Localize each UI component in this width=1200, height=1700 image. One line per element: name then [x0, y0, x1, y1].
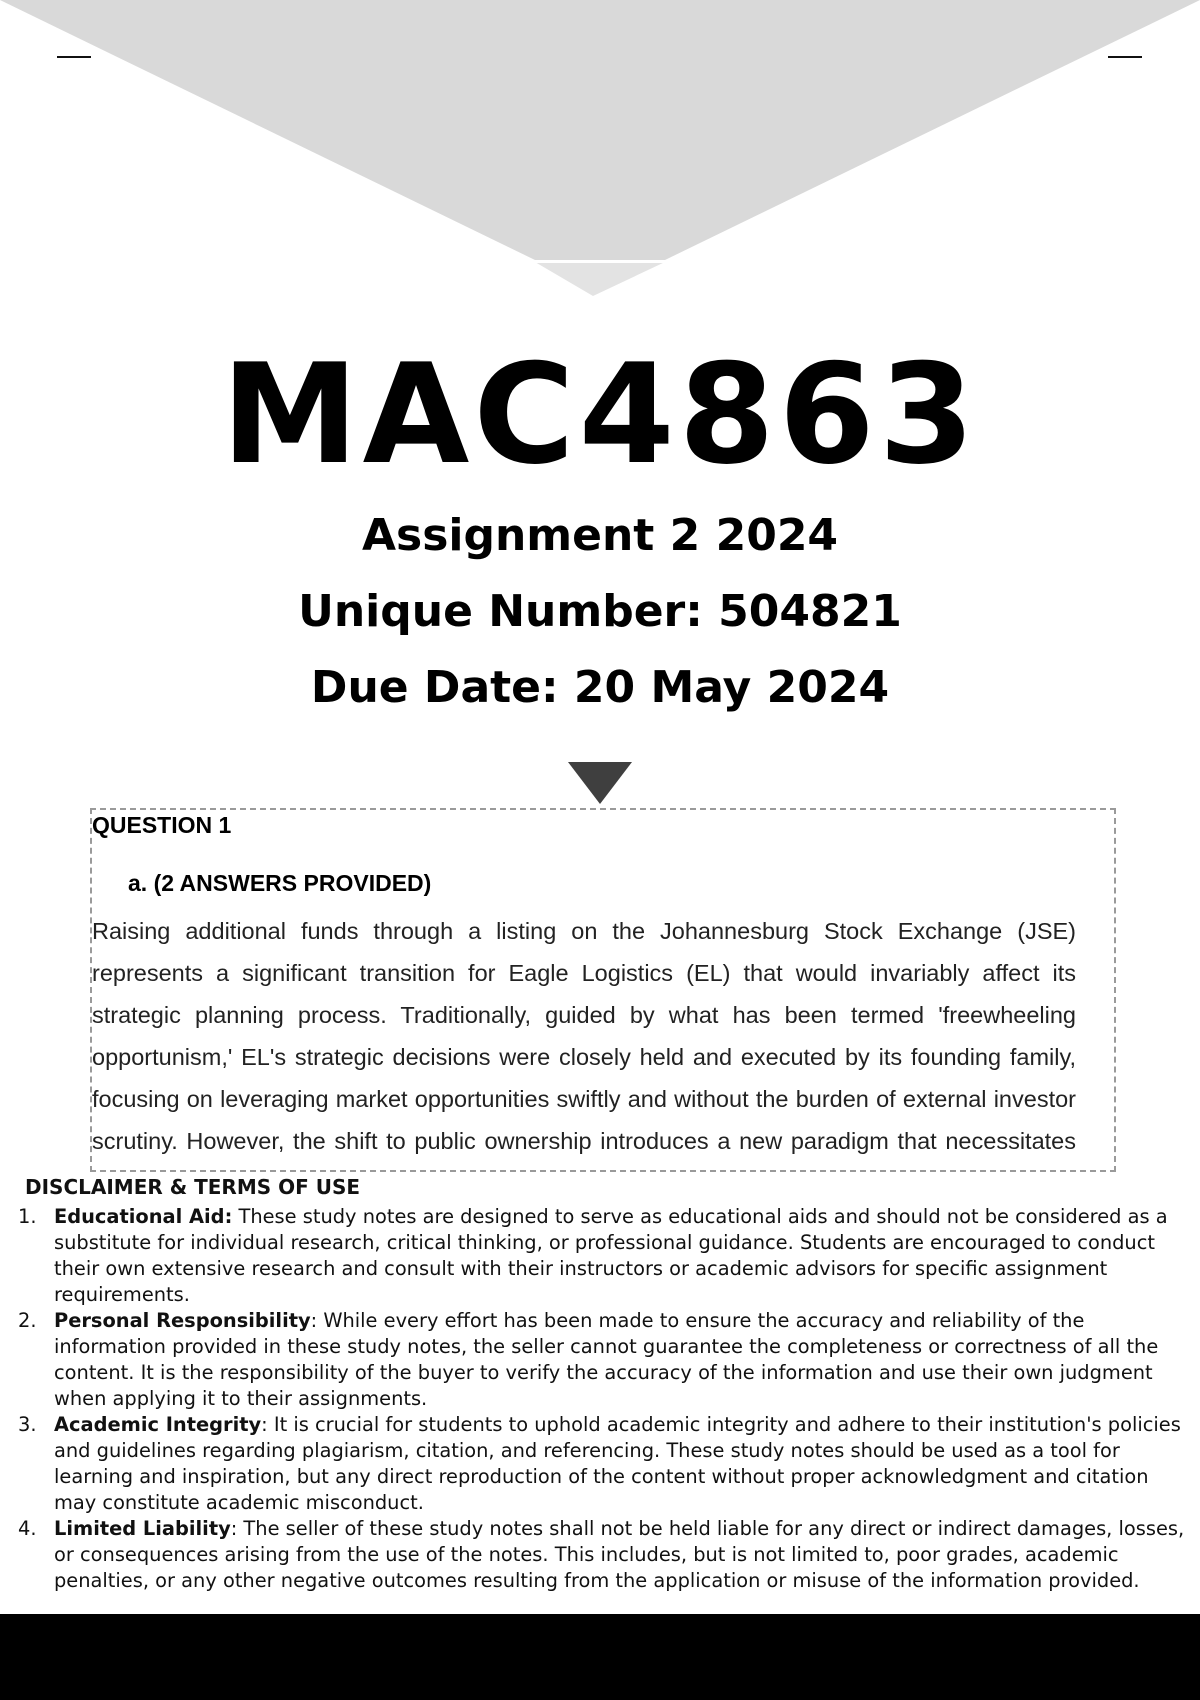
bottom-black-bar	[0, 1614, 1200, 1700]
list-item-text: : It is crucial for students to uphold academic integrity and adhere to their institution's policies and guidelines regarding plagiarism, citation, and referencing. These study notes should be used as a tool for learning and inspiration, but any direct reproduction of the content without proper acknowledgment and citation may constitute academic misconduct.	[54, 1413, 1181, 1514]
list-item-term: Personal Responsibility	[54, 1309, 311, 1332]
list-item-text: These study notes are designed to serve as educational aids and should not be considered as a substitute for individual research, critical thinking, or professional guidance. Students are encouraged to conduct their own extensive research and consult with their instructors or academic advisors for specific assignment requirements.	[54, 1205, 1168, 1306]
list-item-number: 2.	[18, 1309, 37, 1332]
course-code-title: MAC4863	[221, 334, 979, 495]
list-item	[0, 1412, 1190, 1516]
list-item	[0, 1308, 1190, 1412]
corner-line-right	[1108, 56, 1142, 58]
list-item	[0, 1204, 1190, 1308]
disclaimer-list	[0, 1204, 1190, 1594]
list-item-text: : While every effort has been made to ensure the accuracy and reliability of the information provided in these study notes, the seller cannot guarantee the completeness or correctness of all the content. It is the responsibility of the buyer to verify the accuracy of the information and use their own judgment when applying it to their assignments.	[54, 1309, 1159, 1410]
unique-number: Unique Number: 504821	[298, 586, 902, 637]
question-heading: QUESTION 1	[92, 812, 232, 838]
top-chevron-banner	[0, 0, 1200, 300]
down-arrow-icon	[568, 762, 632, 804]
corner-line-left	[57, 56, 91, 58]
list-item-number: 1.	[18, 1205, 37, 1228]
list-item	[0, 1516, 1190, 1594]
question-part-label: a. (2 ANSWERS PROVIDED)	[128, 870, 432, 896]
list-item-term: Academic Integrity	[54, 1413, 262, 1436]
question-excerpt-frame	[90, 808, 1116, 1172]
list-item-number: 4.	[18, 1517, 37, 1540]
due-date: Due Date: 20 May 2024	[310, 662, 890, 713]
disclaimer-title: DISCLAIMER & TERMS OF USE	[25, 1175, 361, 1199]
question-answer-text: Raising additional funds through a listing on the Johannesburg Stock Exchange (JSE) represents a significant transition for Eagle Logistics (EL) that would invariably affect its strategic planning process. Traditionally, guided by what has been termed 'freewheeling opportunism,' EL's strategic decisions were closely held and executed by its founding family, focusing on leveraging market opportunities swiftly and without the burden of external investor scrutiny. However, the shift to public ownership introduces a new paradigm that necessitates	[92, 918, 1076, 1154]
list-item-text: : The seller of these study notes shall not be held liable for any direct or indirect damages, losses, or consequences arising from the use of the notes. This includes, but is not limited to, poor grades, academic penalties, or any other negative outcomes resulting from the application or misuse of the information provided.	[54, 1517, 1185, 1592]
list-item-number: 3.	[18, 1413, 37, 1436]
list-item-term: Educational Aid:	[54, 1205, 233, 1228]
assignment-label: Assignment 2 2024	[361, 510, 839, 561]
list-item-term: Limited Liability	[54, 1517, 231, 1540]
